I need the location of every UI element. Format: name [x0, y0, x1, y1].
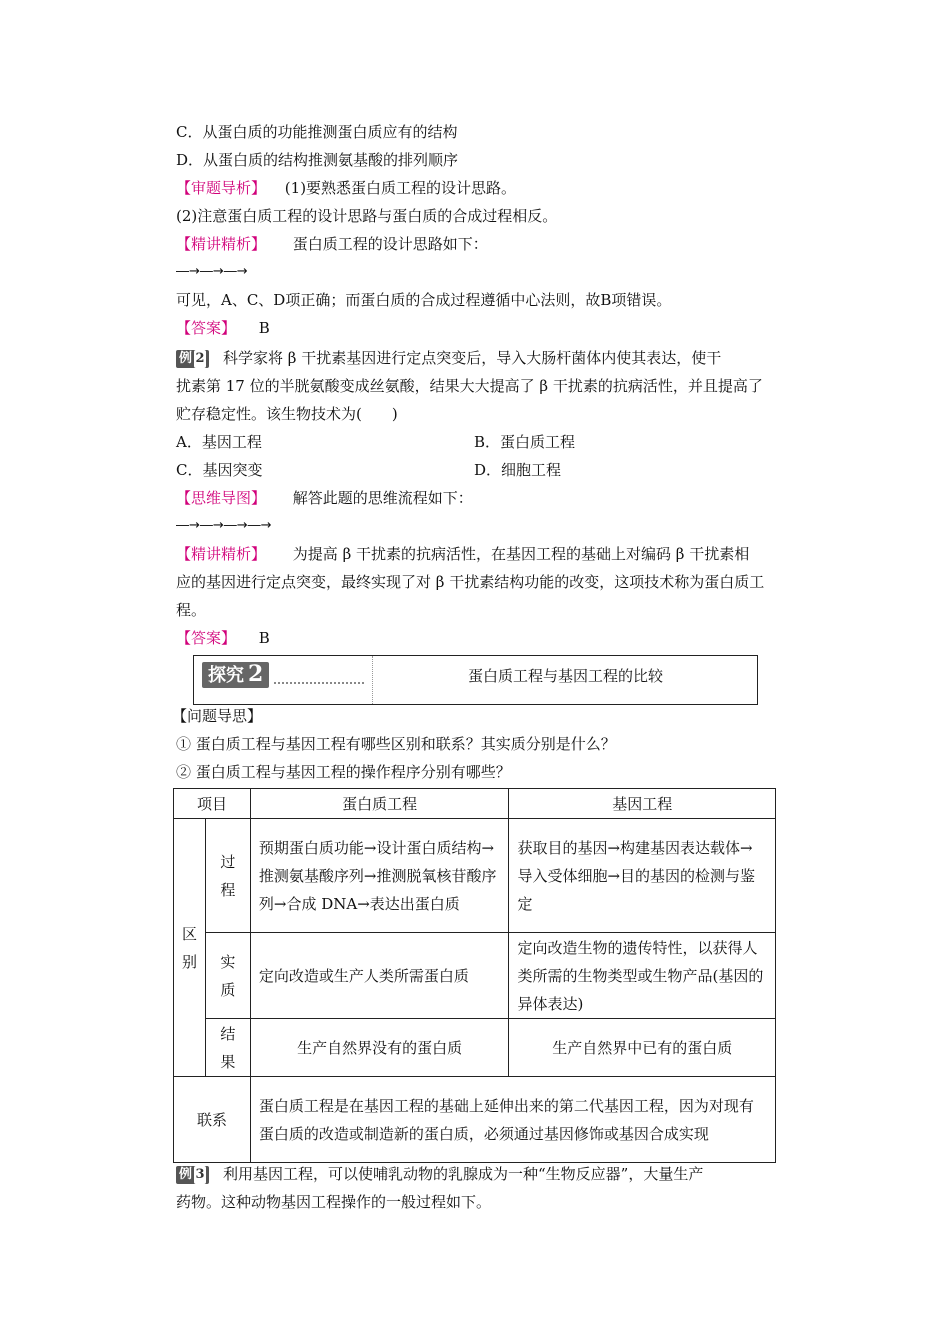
option-d-2: D．细胞工程 [474, 461, 562, 479]
banner-label-cell [194, 656, 373, 704]
jingjiang-2-tag: 【精讲精析】 [176, 545, 267, 563]
example-3-line-1 [176, 1160, 806, 1188]
answer-line-2 [176, 624, 806, 652]
relation-text: 蛋白质工程是在基因工程的基础上延伸出来的第二代基因工程，因为对现有蛋白质的改造或制造新的蛋白质，必须通过基因修饰或基因合成实现 [250, 1077, 775, 1163]
example-3-line-2: 药物。这种动物基因工程操作的一般过程如下。 [176, 1193, 492, 1211]
shenti-text-2: (2)注意蛋白质工程的设计思路与蛋白质的合成过程相反。 [176, 207, 558, 225]
answer-value-2: B [258, 629, 270, 647]
option-d: D．从蛋白质的结构推测氨基酸的排列顺序 [176, 151, 459, 169]
siwei-tag: 【思维导图】 [176, 489, 267, 507]
essence-gene: 定向改造生物的遗传特性，以获得人类所需的生物类型或生物产品(基因的异体表达) [509, 933, 776, 1019]
answer-value: B [258, 319, 270, 337]
answer-tag-2: 【答案】 [176, 629, 237, 647]
process-protein: 预期蛋白质功能→设计蛋白质结构→推测氨基酸序列→推测脱氧核苷酸序列→合成 DNA→表达出蛋白质 [250, 819, 509, 933]
answer-line-1 [176, 314, 806, 342]
shenti-text: (1)要熟悉蛋白质工程的设计思路。 [284, 179, 517, 197]
qubie-label: 区别 [174, 819, 206, 1077]
essence-label: 实质 [205, 933, 250, 1019]
section-banner [193, 655, 758, 705]
header-item: 项目 [174, 789, 251, 819]
jingjiang-text: 蛋白质工程的设计思路如下： [292, 235, 488, 253]
header-protein: 蛋白质工程 [250, 789, 509, 819]
essence-protein: 定向改造或生产人类所需蛋白质 [250, 933, 509, 1019]
flow-arrows-1: ―→―→―→ [176, 264, 248, 279]
jingjiang-2-line-2: 应的基因进行定点突变，最终实现了对 β 干扰素结构功能的改变，这项技术称为蛋白质工 [176, 573, 765, 591]
banner-title: 蛋白质工程与基因工程的比较 [467, 667, 663, 685]
jingjiang-tag: 【精讲精析】 [176, 235, 267, 253]
answer-tag: 【答案】 [176, 319, 237, 337]
conclusion-line: 可见，A、C、D项正确；而蛋白质的合成过程遵循中心法则，故B项错误。 [176, 291, 672, 309]
relation-label: 联系 [174, 1077, 251, 1163]
example-2-line-1 [176, 344, 806, 372]
option-c: C．从蛋白质的功能推测蛋白质应有的结构 [176, 123, 458, 141]
jingjiang-line [176, 230, 806, 258]
option-c-2: C．基因突变 [176, 461, 263, 479]
example-2-text: 科学家将 β 干扰素基因进行定点突变后，导入大肠杆菌体内使其表达，使干 [223, 349, 722, 367]
siwei-line [176, 484, 806, 512]
table-row-process [174, 819, 776, 933]
siwei-text: 解答此题的思维流程如下： [292, 489, 473, 507]
banner-dots [274, 682, 364, 684]
option-b: B．蛋白质工程 [474, 433, 576, 451]
table-header-row [174, 789, 776, 819]
table-row-essence [174, 933, 776, 1019]
example-3-text: 利用基因工程，可以使哺乳动物的乳腺成为一种“生物反应器”，大量生产 [223, 1165, 704, 1183]
options-row-2 [176, 456, 806, 484]
header-gene: 基因工程 [509, 789, 776, 819]
process-gene: 获取目的基因→构建基因表达载体→导入受体细胞→目的基因的检测与鉴定 [509, 819, 776, 933]
wenti-tag: 【问题导思】 [172, 707, 263, 725]
shenti-tag: 【审题导析】 [176, 179, 267, 197]
jingjiang-2-line-1 [176, 540, 806, 568]
result-label: 结果 [205, 1019, 250, 1077]
question-2: ② 蛋白质工程与基因工程的操作程序分别有哪些？ [176, 763, 511, 781]
banner-badge: 探究 2 [202, 662, 269, 688]
flow-arrows-2: ―→―→―→―→ [176, 518, 272, 533]
option-a: A．基因工程 [176, 433, 262, 451]
table-row-result [174, 1019, 776, 1077]
example-3-badge: 例 3 [176, 1166, 209, 1184]
jingjiang-2-line-3: 程。 [176, 601, 207, 619]
example-2-line-3: 贮存稳定性。该生物技术为( ) [176, 405, 398, 423]
jingjiang-2-text: 为提高 β 干扰素的抗病活性，在基因工程的基础上对编码 β 干扰素相 [292, 545, 750, 563]
shenti-line [176, 174, 806, 202]
options-row-1 [176, 428, 806, 456]
comparison-table [173, 788, 776, 1163]
question-1: ① 蛋白质工程与基因工程有哪些区别和联系？其实质分别是什么？ [176, 735, 616, 753]
table-row-relation [174, 1077, 776, 1163]
example-2-line-2: 扰素第 17 位的半胱氨酸变成丝氨酸，结果大大提高了 β 干扰素的抗病活性，并且提高了 [176, 377, 763, 395]
result-gene: 生产自然界中已有的蛋白质 [509, 1019, 776, 1077]
example-2-badge: 例 2 [176, 350, 209, 368]
result-protein: 生产自然界没有的蛋白质 [250, 1019, 509, 1077]
process-label: 过程 [205, 819, 250, 933]
